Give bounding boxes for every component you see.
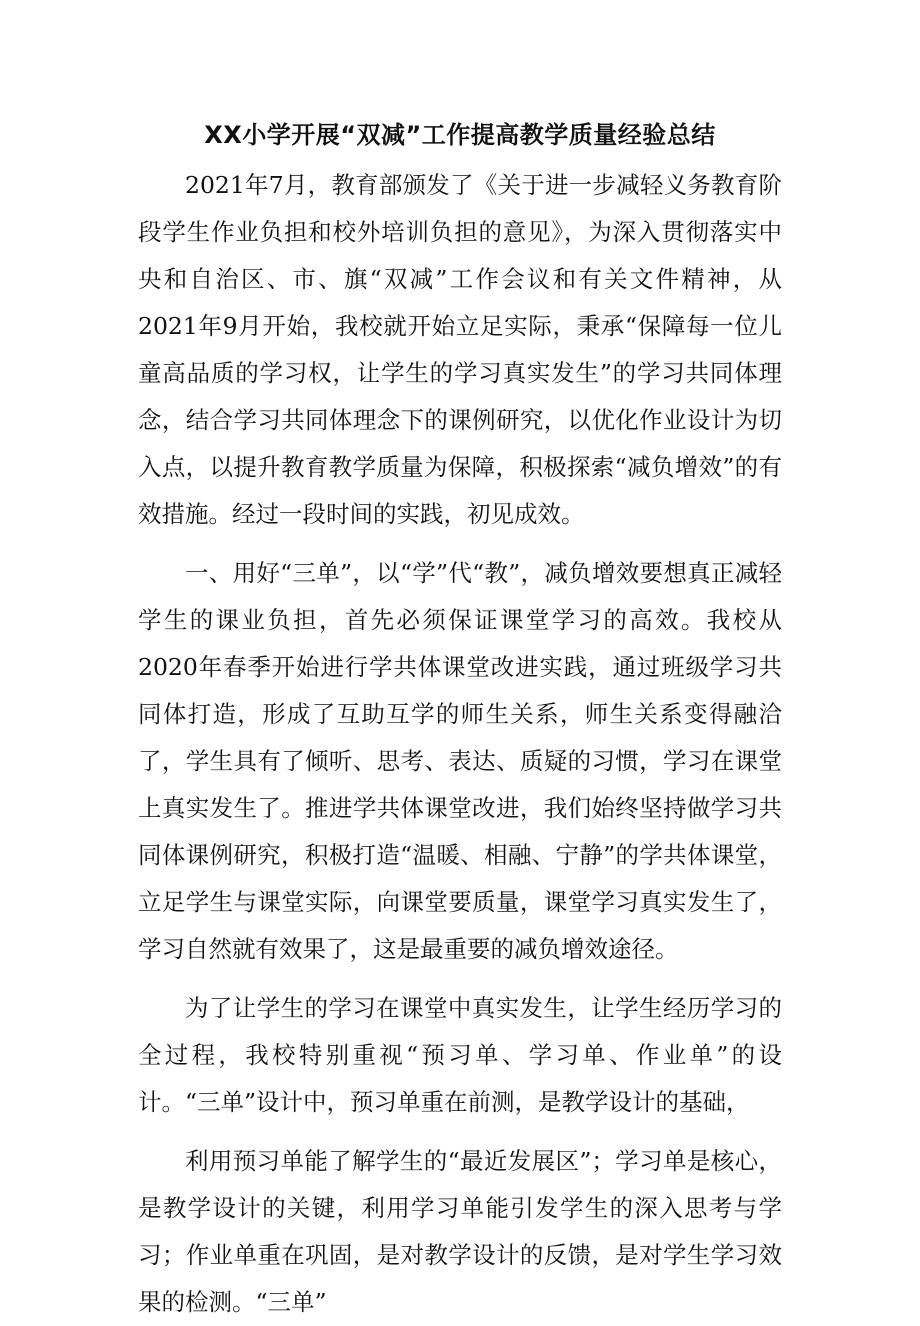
paragraph-intro: 2021年7月，教育部颁发了《关于进一步减轻义务教育阶段学生作业负担和校外培训负担的意见》，为深入贯彻落实中央和自治区、市、旗“双减”工作会议和有关文件精神，从2021年9月开始，我校就开始立足实际，秉承“保障每一位儿童高品质的学习权，让学生的学习真实发生”的学习共同体理念，结合学习共同体理念下的课例研究，以优化作业设计为切入点，以提升教育教学质量为保障，积极探索“减负增效”的有效措施。经过一段时间的实践，初见成效。 [138,171,782,528]
paragraph-sheet-usage: 利用预习单能了解学生的“最近发展区”；学习单是核心，是教学设计的关键，利用学习单能引发学生的深入思考与学习；作业单重在巩固，是对教学设计的反馈，是对学生学习效果的检测。“三单” [138,1147,782,1316]
paragraph-three-sheets: 为了让学生的学习在课堂中真实发生，让学生经历学习的全过程，我校特别重视“预习单、学习单、作业单”的设计。“三单”设计中，预习单重在前测，是教学设计的基础， [138,994,782,1116]
paragraph-section-one: 一、用好“三单”，以“学”代“教”，减负增效要想真正减轻学生的课业负担，首先必须保证课堂学习的高效。我校从2020年春季开始进行学共体课堂改进实践，通过班级学习共同体打造，形成了互助互学的师生关系，师生关系变得融洽了，学生具有了倾听、思考、表达、质疑的习惯，学习在课堂上真实发生了。推进学共体课堂改进，我们始终坚持做学习共同体课例研究，积极打造“温暖、相融、宁静”的学共体课堂，立足学生与课堂实际，向课堂要质量，课堂学习真实发生了，学习自然就有效果了，这是最重要的减负增效途径。 [138,559,782,963]
document-body [138,162,782,1326]
document-title: XX小学开展“双减”工作提高教学质量经验总结 [204,121,716,149]
